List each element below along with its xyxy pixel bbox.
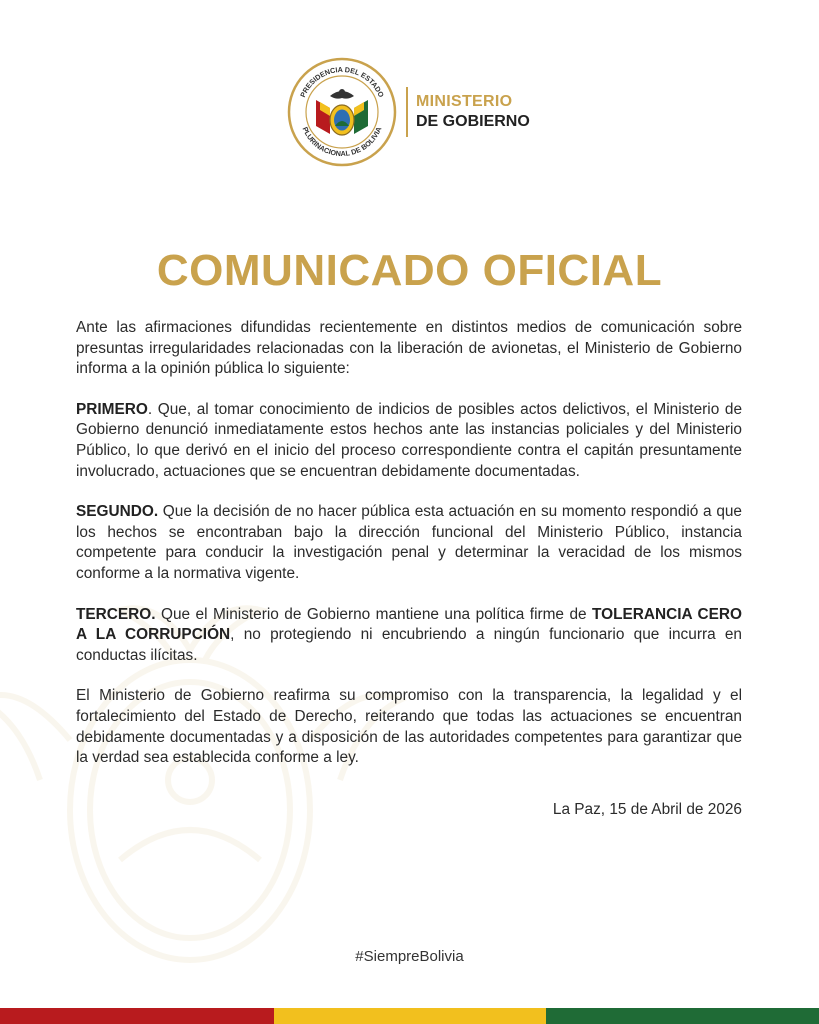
paragraph-primero — [76, 400, 742, 482]
tercero-text-b: , no protegiendo ni encubriendo a ningún funcionario que incurra en conductas ilícitas. — [76, 626, 742, 664]
svg-text:PRESIDENCIA DEL ESTADO: PRESIDENCIA DEL ESTADO — [298, 64, 386, 99]
header — [286, 56, 530, 168]
segundo-text: Que la decisión de no hacer pública esta actuación en su momento respondió a que los hechos se encontraban bajo la dirección funcional del Ministerio Público, instancia competente para conducir la investigación penal y determinar la veracidad de los mismos conforme a la normativa vigente. — [76, 503, 742, 582]
closing-paragraph: El Ministerio de Gobierno reafirma su compromiso con la transparencia, la legalidad y el fortalecimiento del Estado de Derecho, reiterando que todas las actuaciones se encuentran debidamente documentadas y a disposición de las autoridades competentes para garantizar que la verdad sea establecida conforme a ley. — [76, 687, 742, 767]
paragraph-tercero — [76, 605, 742, 667]
date-line: La Paz, 15 de Abril de 2026 — [552, 801, 742, 818]
tercero-text-a: Que el Ministerio de Gobierno mantiene una política firme de — [155, 605, 593, 623]
tercero-label: TERCERO. — [76, 605, 156, 623]
tercero-emphasis: TOLERANCIA CERO A LA CORRUPCIÓN — [76, 605, 743, 644]
paragraph-segundo — [76, 502, 742, 584]
ministry-line-2: DE GOBIERNO — [416, 113, 530, 130]
presidency-seal-icon — [286, 56, 398, 168]
primero-text: . Que, al tomar conocimiento de indicios de posibles actos delictivos, el Ministerio de Gobierno denunció inmediatamente estos hechos ante las instancias policiales y del Ministerio Público, lo que derivó en el inicio del proceso correspondiente contra el capitán presuntamente involucrado, actuaciones que se encuentran debidamente documentadas. — [76, 400, 742, 480]
statement-body — [76, 318, 742, 789]
flag-stripe-yellow — [274, 1008, 546, 1024]
ministry-name — [416, 92, 530, 132]
header-divider — [406, 87, 408, 137]
flag-stripe — [0, 1008, 819, 1024]
segundo-label: SEGUNDO. — [76, 503, 159, 521]
svg-text:PLURINACIONAL DE BOLIVIA: PLURINACIONAL DE BOLIVIA — [300, 125, 384, 159]
hashtag: #SiempreBolivia — [355, 948, 464, 965]
ministry-line-1: MINISTERIO — [416, 93, 513, 110]
intro-paragraph: Ante las afirmaciones difundidas recientemente en distintos medios de comunicación sobre presuntas irregularidades relacionadas con la liberación de avionetas, el Ministerio de Gobierno informa a la opinión pública lo siguiente: — [76, 319, 742, 378]
primero-label: PRIMERO — [76, 400, 148, 418]
page-title: COMUNICADO OFICIAL — [156, 246, 663, 295]
flag-stripe-red — [0, 1008, 274, 1024]
flag-stripe-green — [546, 1008, 819, 1024]
